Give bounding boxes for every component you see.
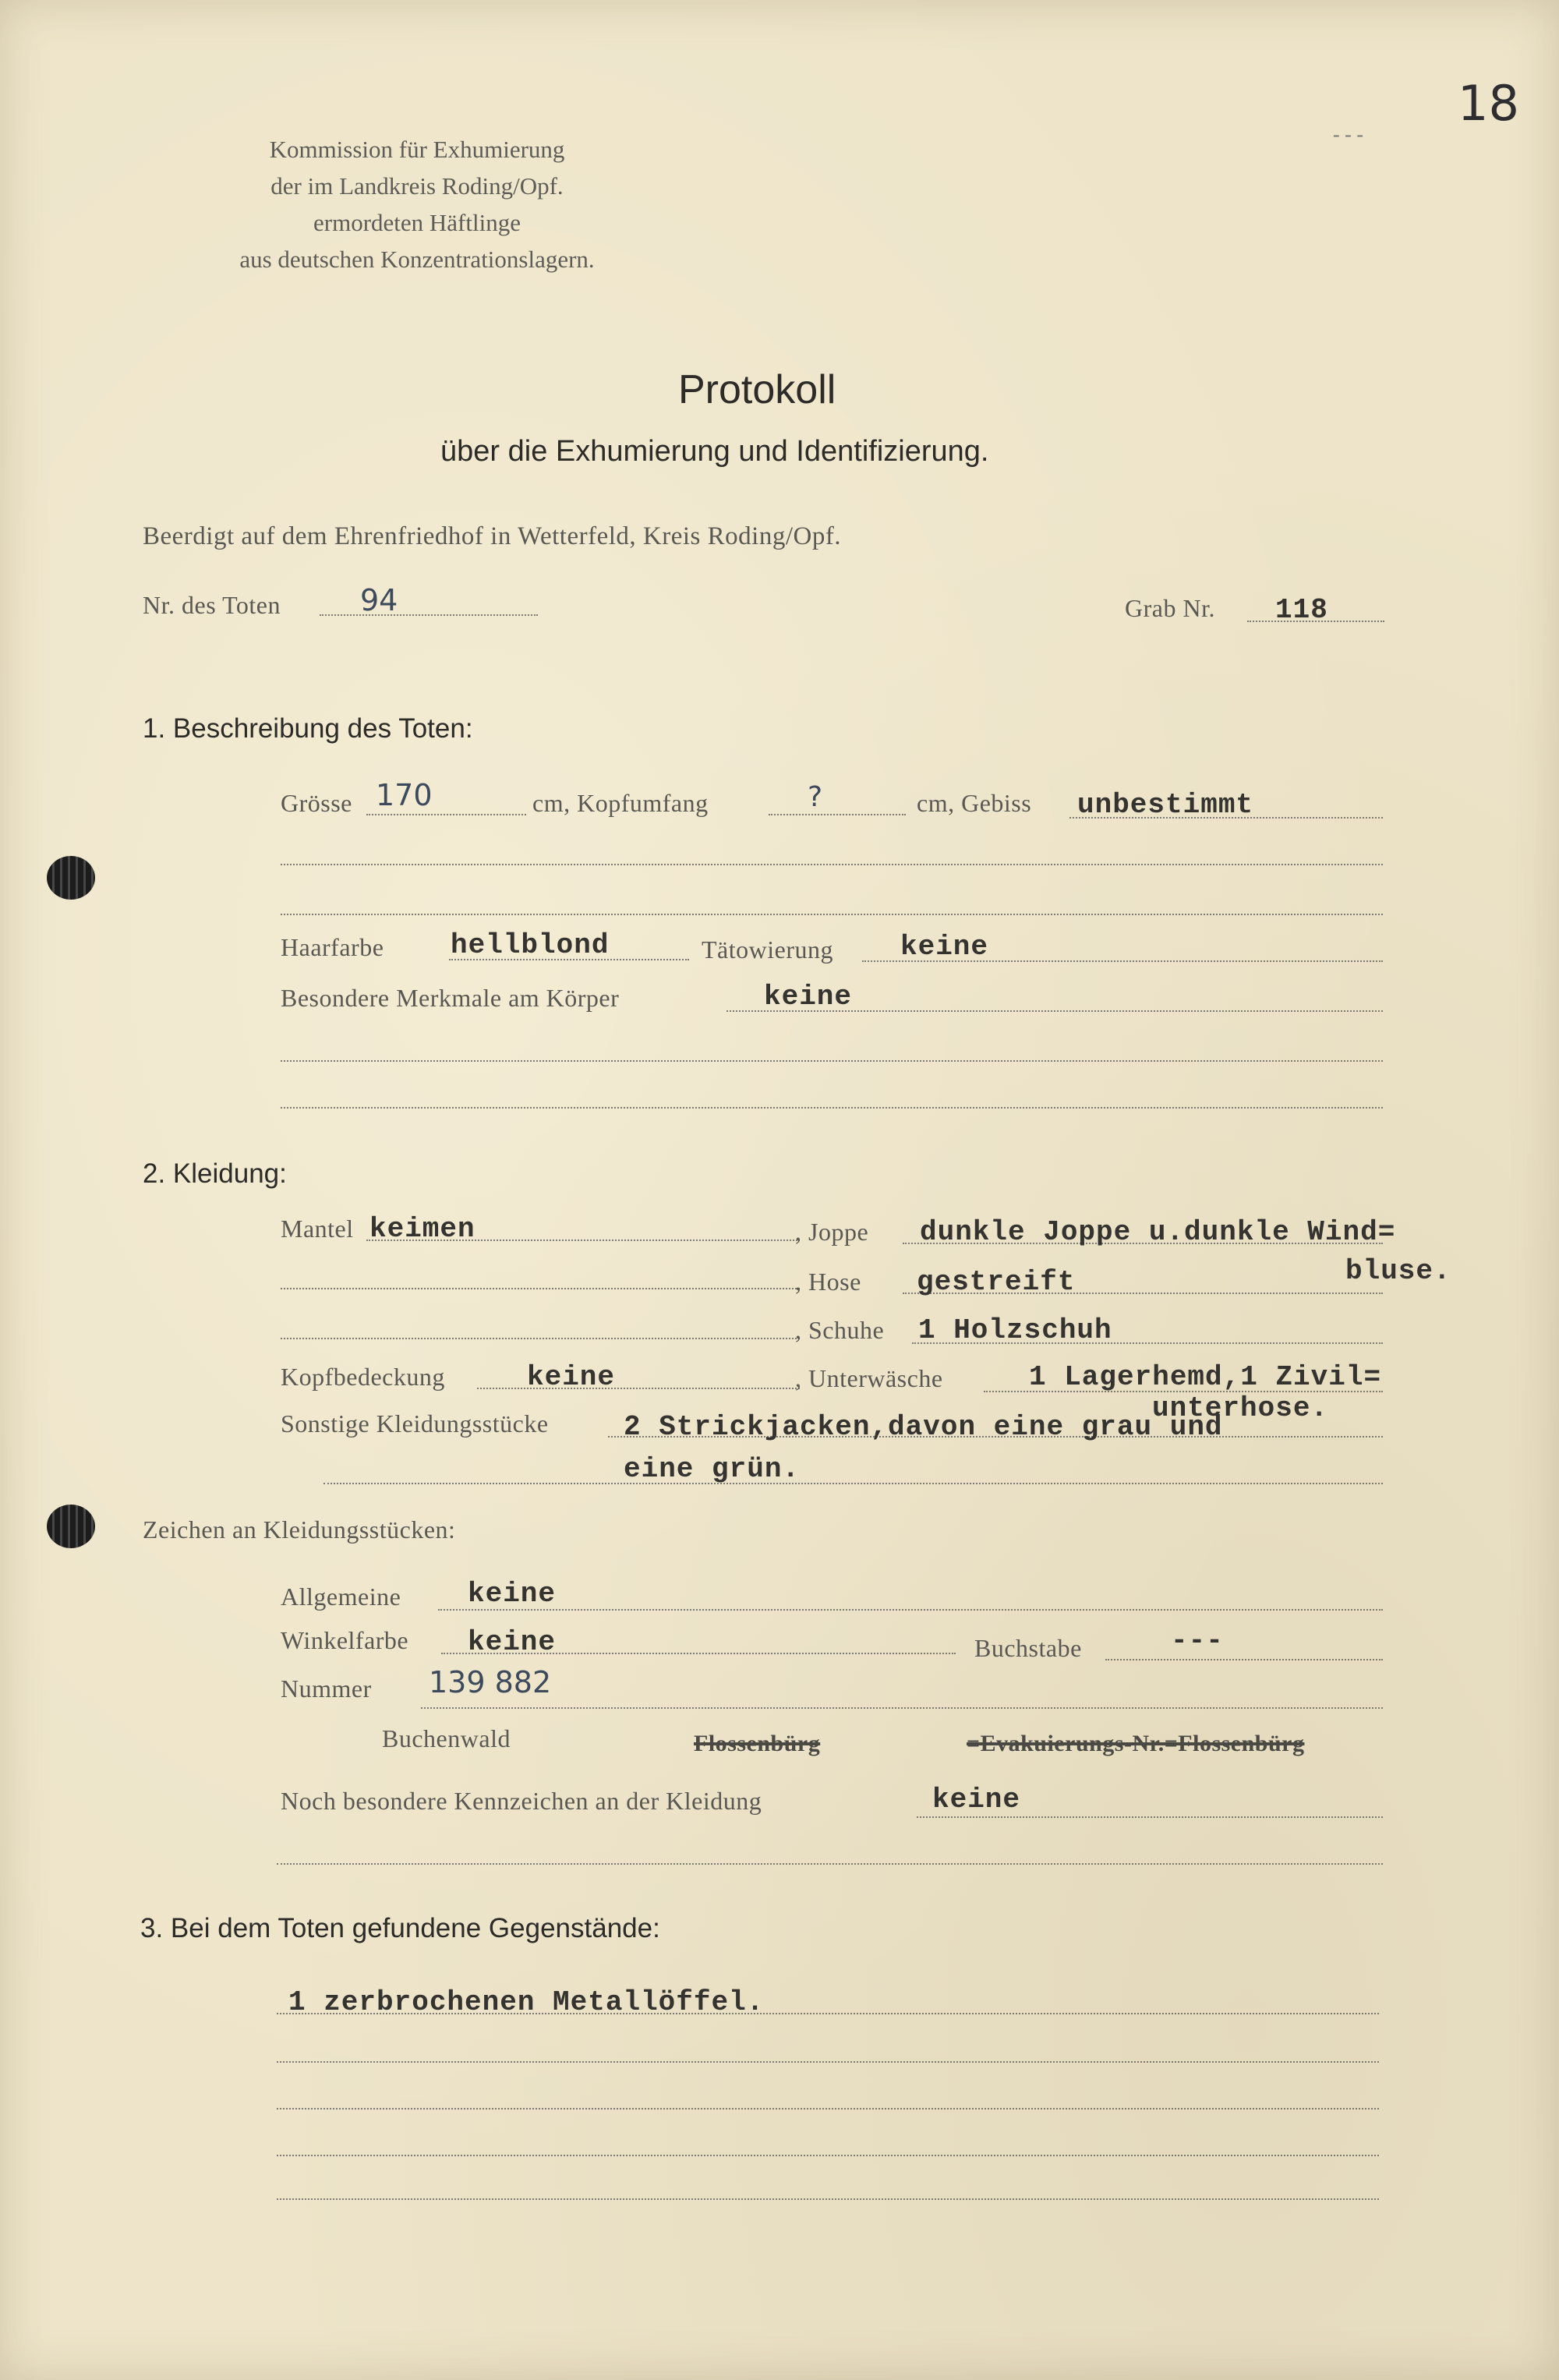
dotted-line xyxy=(1105,1659,1383,1660)
shoes-value: 1 Holzschuh xyxy=(918,1314,1112,1346)
general-marks-label: Allgemeine xyxy=(281,1583,401,1611)
underwear-value: 1 Lagerhemd,1 Zivil= xyxy=(1029,1361,1382,1393)
dotted-line xyxy=(281,1107,1383,1109)
headwear-label: Kopfbedeckung xyxy=(281,1363,445,1391)
number-label: Nummer xyxy=(281,1674,372,1703)
underwear-value-continued: unterhose. xyxy=(1152,1392,1329,1424)
corner-marks: - - - xyxy=(1333,123,1363,146)
struck-camp: Flossenbürg xyxy=(694,1731,821,1756)
jacket-value-continued: bluse. xyxy=(1345,1255,1451,1287)
dotted-line xyxy=(320,614,538,616)
shoes-label: , Schuhe xyxy=(795,1316,885,1344)
dead-number-value: 94 xyxy=(360,583,398,617)
dotted-line xyxy=(917,1816,1383,1818)
found-item: 1 zerbrochenen Metallöffel. xyxy=(288,1986,765,2018)
prisoner-number-value: 139 882 xyxy=(429,1665,552,1699)
dotted-line xyxy=(277,2155,1379,2156)
dotted-line xyxy=(277,2198,1379,2200)
grave-number-value: 118 xyxy=(1275,594,1328,626)
struck-evacuation-number: =Evakuierungs-Nr.=Flossenbürg xyxy=(967,1731,1305,1756)
page-number: 18 xyxy=(1458,75,1519,132)
commission-header xyxy=(136,131,698,278)
height-label: Grösse xyxy=(281,789,352,817)
teeth-value: unbestimmt xyxy=(1077,789,1254,821)
dotted-line xyxy=(281,1288,800,1289)
dotted-line xyxy=(438,1609,1383,1611)
dotted-line xyxy=(323,1483,1383,1484)
tattoo-label: Tätowierung xyxy=(702,935,833,964)
commission-line: aus deutschen Konzentrationslagern. xyxy=(239,246,595,273)
trousers-value: gestreift xyxy=(917,1266,1076,1298)
punch-hole xyxy=(47,856,95,900)
other-clothing-value: 2 Strickjacken,davon eine grau und xyxy=(624,1411,1223,1443)
letter-label: Buchstabe xyxy=(974,1634,1082,1662)
dotted-line xyxy=(281,914,1383,915)
other-clothing-label: Sonstige Kleidungsstücke xyxy=(281,1409,549,1438)
other-marks-label: Noch besondere Kennzeichen an der Kleidung xyxy=(281,1787,762,1815)
commission-line: Kommission für Exhumierung xyxy=(269,136,565,163)
trousers-label: , Hose xyxy=(795,1268,861,1296)
burial-line: Beerdigt auf dem Ehrenfriedhof in Wetterfeld, Kreis Roding/Opf. xyxy=(143,522,842,550)
dotted-line xyxy=(477,1388,800,1389)
section-3-heading: 3. Bei dem Toten gefundene Gegenstände: xyxy=(140,1913,660,1943)
tattoo-value: keine xyxy=(900,931,989,963)
camp-name: Buchenwald xyxy=(382,1724,511,1752)
underwear-label: , Unterwäsche xyxy=(795,1364,943,1392)
angle-color-value: keine xyxy=(468,1626,557,1658)
dotted-line xyxy=(277,2013,1379,2014)
grave-number-label: Grab Nr. xyxy=(1125,594,1215,622)
other-clothing-value-continued: eine grün. xyxy=(624,1453,801,1485)
body-marks-value: keine xyxy=(764,981,853,1013)
commission-line: ermordeten Häftlinge xyxy=(313,209,521,236)
document-subtitle: über die Exhumierung und Identifizierung. xyxy=(440,435,989,468)
clothing-marks-heading: Zeichen an Kleidungsstücken: xyxy=(143,1515,456,1544)
dead-number-label: Nr. des Toten xyxy=(143,591,281,619)
commission-line: der im Landkreis Roding/Opf. xyxy=(270,172,564,200)
general-marks-value: keine xyxy=(468,1578,557,1610)
letter-value: --- xyxy=(1171,1625,1224,1657)
dotted-line xyxy=(281,864,1383,865)
height-value: 170 xyxy=(376,778,433,812)
dotted-line xyxy=(277,2108,1379,2109)
coat-value: keimen xyxy=(369,1213,475,1245)
teeth-label: cm, Gebiss xyxy=(917,789,1032,817)
dotted-line xyxy=(277,2061,1379,2063)
hair-value: hellblond xyxy=(451,929,610,961)
document-title: Protokoll xyxy=(678,367,836,412)
dotted-line xyxy=(281,1338,800,1339)
dotted-line xyxy=(769,814,906,815)
punch-hole xyxy=(47,1505,95,1548)
dotted-line xyxy=(281,1060,1383,1062)
jacket-label: , Joppe xyxy=(795,1218,869,1246)
other-marks-value: keine xyxy=(932,1784,1021,1816)
head-size-value: ? xyxy=(808,781,823,813)
head-size-label: cm, Kopfumfang xyxy=(532,789,709,817)
body-marks-label: Besondere Merkmale am Körper xyxy=(281,984,620,1012)
coat-label: Mantel xyxy=(281,1215,354,1243)
dotted-line xyxy=(277,1863,1383,1865)
angle-color-label: Winkelfarbe xyxy=(281,1626,409,1654)
section-2-heading: 2. Kleidung: xyxy=(143,1158,287,1189)
section-1-heading: 1. Beschreibung des Toten: xyxy=(143,713,473,744)
jacket-value: dunkle Joppe u.dunkle Wind= xyxy=(920,1216,1396,1248)
headwear-value: keine xyxy=(527,1361,616,1393)
hair-label: Haarfarbe xyxy=(281,933,384,961)
dotted-line xyxy=(366,814,526,815)
dotted-line xyxy=(421,1707,1383,1709)
